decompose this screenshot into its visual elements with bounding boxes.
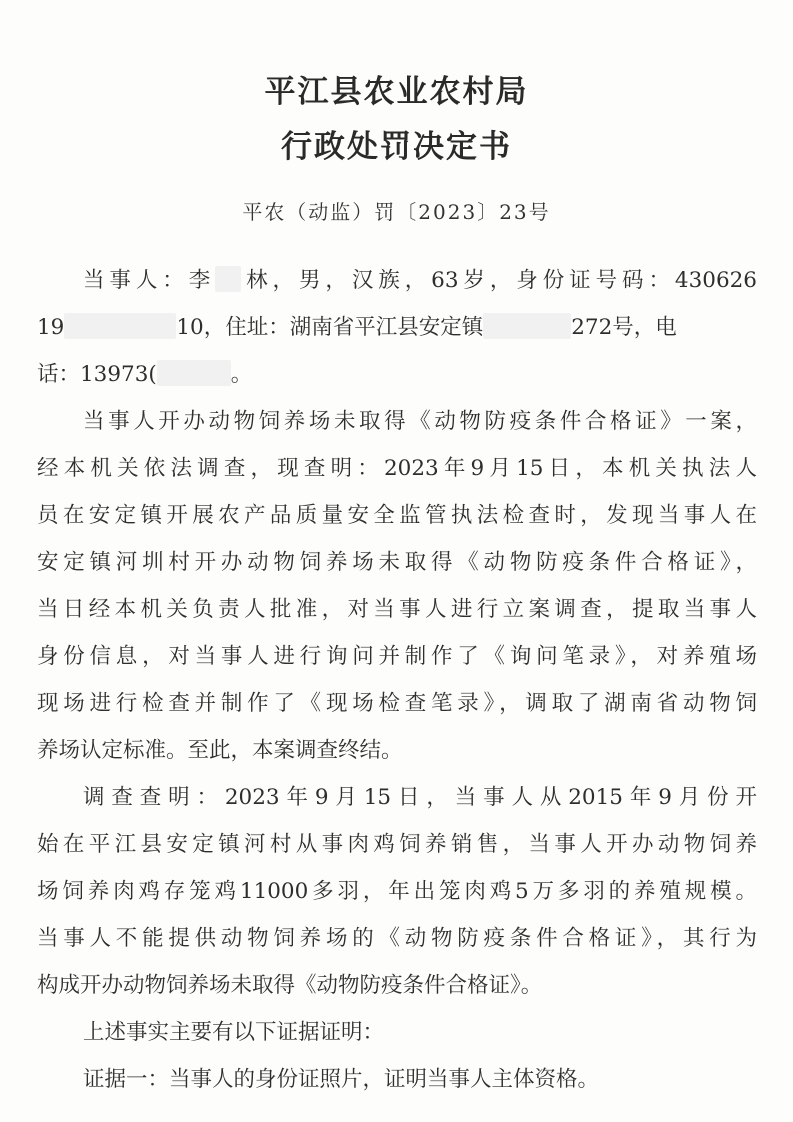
phone-end: 。 xyxy=(230,362,253,387)
address-text: 10，住址：湖南省平江县安定镇 xyxy=(176,315,484,340)
document-type-title: 行政处罚决定书 xyxy=(281,129,512,165)
body-line: 构成开办动物饲养场未取得《动物防疫条件合格证》。 xyxy=(37,973,543,998)
party-line-2 xyxy=(37,313,757,343)
body-line: 身份信息，对当事人进行询问并制作了《询问笔录》，对养殖场 xyxy=(37,644,757,669)
body-line: 养场认定标准。至此，本案调查终结。 xyxy=(37,738,403,763)
body-line: 安定镇河圳村开办动物饲养场未取得《动物防疫条件合格证》， xyxy=(37,550,757,575)
body-line: 经本机关依法调查，现查明：2023年9月15日，本机关执法人 xyxy=(37,456,757,481)
phone-start: 话：13973( xyxy=(37,362,157,387)
party-line-3 xyxy=(37,360,757,390)
body-line: 当事人开办动物饲养场未取得《动物防疫条件合格证》一案， xyxy=(83,409,757,434)
evidence-heading: 上述事实主要有以下证据证明： xyxy=(83,1020,385,1045)
evidence-item-1: 证据一：当事人的身份证照片，证明当事人主体资格。 xyxy=(83,1067,600,1092)
party-name-prefix: 当事人：李 xyxy=(83,268,216,293)
body-line: 现场进行检查并制作了《现场检查笔录》，调取了湖南省动物饲 xyxy=(37,691,757,716)
body-line: 当事人不能提供动物饲养场的《动物防疫条件合格证》，其行为 xyxy=(37,926,757,951)
party-line-1 xyxy=(83,266,757,296)
agency-title: 平江县农业农村局 xyxy=(264,74,529,110)
redaction-block xyxy=(64,313,176,339)
party-name-suffix: 林，男，汉族，63岁，身份证号码：430626 xyxy=(241,268,757,293)
body-line: 场饲养肉鸡存笼鸡11000多羽，年出笼肉鸡5万多羽的养殖规模。 xyxy=(37,879,757,904)
body-line: 调查查明：2023年9月15日，当事人从2015年9月份开 xyxy=(83,785,757,810)
body-line: 当日经本机关负责人批准，对当事人进行立案调查，提取当事人 xyxy=(37,597,757,622)
redaction-block xyxy=(215,266,241,292)
document-number: 平农（动监）罚〔2023〕23号 xyxy=(242,200,551,224)
body-line: 始在平江县安定镇河村从事肉鸡饲养销售，当事人开办动物饲养 xyxy=(37,832,757,857)
address-end: 272号，电 xyxy=(571,315,677,340)
redaction-block xyxy=(157,360,231,386)
body-line: 员在安定镇开展农产品质量安全监管执法检查时，发现当事人在 xyxy=(37,503,757,528)
id-number-start: 19 xyxy=(37,315,65,340)
redaction-block xyxy=(483,313,571,339)
